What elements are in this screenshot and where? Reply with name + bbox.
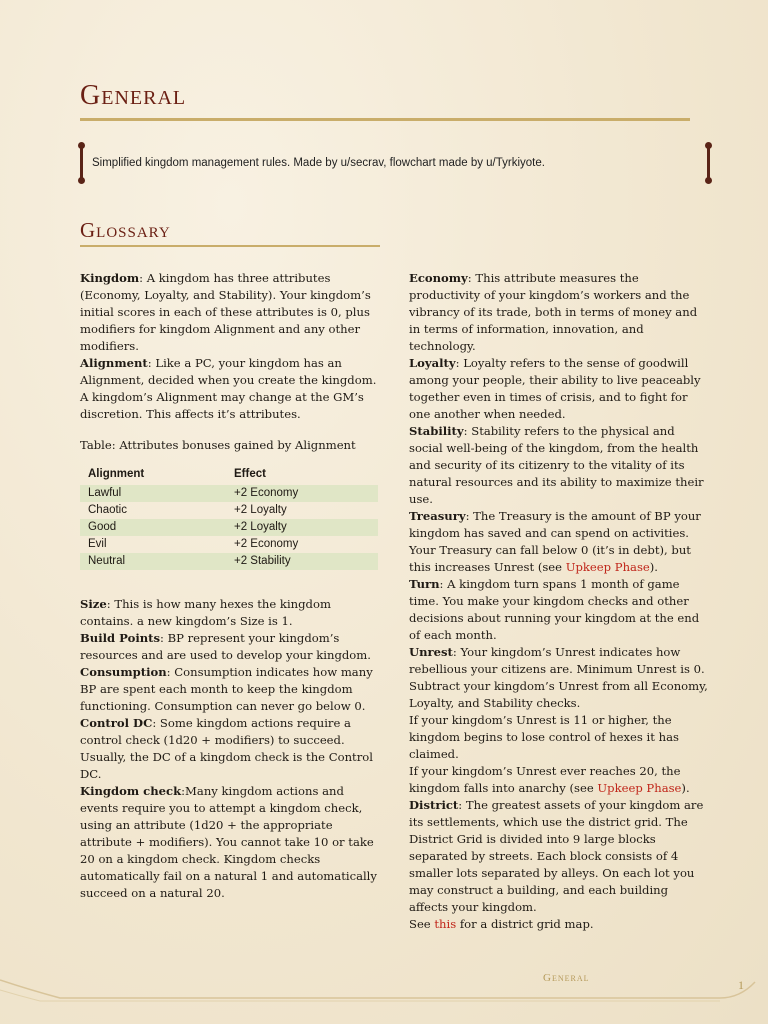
term-text: for a district grid map. [456,917,594,931]
term-text: : Your kingdom’s Unrest indicates how rebellious your citizens are. Minimum Unrest is 0. Subtract your kingdom’s Unrest from all Economy, Loyalty, and Stability checks. [409,645,708,710]
term-text: : BP represent your kingdom’s resources and are used to develop your kingdom. [80,631,371,662]
table-cell: +2 Loyalty [234,504,287,516]
table-row [80,519,378,536]
entry-district-map [409,916,709,933]
table-cell: +2 Economy [234,538,299,550]
section-title-glossary: Glossary [80,218,171,242]
page-number: 1 [738,978,744,992]
term-text: If your kingdom’s Unrest ever reaches 20, the kingdom falls into anarchy (see [409,764,681,795]
table-header: Alignment [88,468,145,480]
term-text: : This attribute measures the productivity of your kingdom’s workers and the vibrancy of its trade, both in terms of money and in terms of information, innovation, and technology. [409,271,698,353]
term-text: : Loyalty refers to the sense of goodwill among your people, their ability to live peaceably together even in times of crisis, and to fight for one another when needed. [409,356,701,421]
table-cell: Good [80,519,226,536]
entry-unrest-loss: If your kingdom’s Unrest is 11 or higher, the kingdom begins to lose control of hexes it has claimed. [409,713,679,761]
footer-section-label: General [543,972,590,984]
term-label: Unrest [409,645,453,659]
entry-turn [409,576,709,644]
note-text: Simplified kingdom management rules. Made by u/secrav, flowchart made by u/Tyrkiyote. [92,157,545,169]
table-row [80,485,378,502]
entry-treasury [409,508,709,576]
term-label: District [409,798,459,812]
entry-district [409,797,709,916]
term-label: Build Points [80,631,161,645]
term-label: Alignment [80,356,148,370]
table-row [80,502,378,519]
entry-consumption [80,664,378,715]
term-label: Control DC [80,716,153,730]
term-label: Stability [409,424,464,438]
term-text: : The greatest assets of your kingdom are its settlements, which use the district grid. The District Grid is divided into 9 large blocks separated by streets. Each block consists of 4 smaller lots separated by alleys. On each lot you may construct a building, and each building affects your kingdom. [409,798,704,914]
term-text: ). [681,781,690,795]
table-caption: Table: Attributes bonuses gained by Alignment [80,438,356,452]
term-text: See [409,917,435,931]
term-text: ). [649,560,658,574]
alignment-table [80,464,378,570]
table-cell: +2 Stability [226,553,378,570]
term-text: :Many kingdom actions and events require you to attempt a kingdom check, using an attribute (1d20 + the appropriate attribute + modifiers). You cannot take 10 or take 20 on a kingdom check. Kingdom checks automatically fail on a natural 1 and automatically succeed on a natural 20. [80,784,377,900]
district-map-link[interactable]: this [434,917,457,931]
term-label: Size [80,597,107,611]
term-text: : A kingdom turn spans 1 month of game time. You make your kingdom checks and other decisions about running your kingdom at the end of each month. [409,577,700,642]
table-cell: +2 Economy [226,485,378,502]
table-cell: Lawful [80,485,226,502]
note-left-bracket [80,145,83,181]
credits-note [80,145,710,181]
entry-kingdom [80,270,378,355]
table-cell: Neutral [80,553,226,570]
term-text: : This is how many hexes the kingdom contains. a new kingdom’s Size is 1. [80,597,331,628]
entry-economy [409,270,709,355]
entry-control-dc [80,715,378,783]
page-title: General [80,80,187,111]
term-text: : Stability refers to the physical and social well-being of the kingdom, from the health and security of its citizenry to the vitality of its natural resources and its ability to maximize their use. [409,424,704,506]
entry-loyalty [409,355,709,423]
term-label: Treasury [409,509,466,523]
term-label: Turn [409,577,440,591]
note-right-bracket [707,145,710,181]
title-divider [80,118,690,121]
table-header: Effect [234,468,266,480]
table-cell: Evil [88,538,107,550]
term-label: Kingdom check [80,784,182,798]
table-row [80,536,378,553]
term-text: : The Treasury is the amount of BP your kingdom has saved and can spend on activities. Your Treasury can fall below 0 (it’s in debt), but this increases Unrest (see [409,509,701,574]
entry-kingdom-check [80,783,378,902]
term-text: : Consumption indicates how many BP are spent each month to keep the kingdom functioning. Consumption can never go below 0. [80,665,373,713]
term-text: : Some kingdom actions require a control check (1d20 + modifiers) to succeed. Usually, the DC of a kingdom check is the Control DC. [80,716,373,781]
entry-unrest-anarchy [409,763,709,797]
entry-alignment [80,355,378,423]
term-label: Kingdom [80,271,140,285]
table-cell: +2 Loyalty [226,519,378,536]
entry-unrest [409,644,709,712]
footer-ornament [0,968,768,1008]
upkeep-phase-link[interactable]: Upkeep Phase [597,781,682,795]
term-text: : A kingdom has three attributes (Economy, Loyalty, and Stability). Your kingdom’s initial scores in each of these attributes is 0, plus modifiers for kingdom Alignment and any other modifiers. [80,271,371,353]
term-label: Economy [409,271,468,285]
table-row [80,553,378,570]
section-divider [80,245,380,247]
entry-size [80,596,378,630]
upkeep-phase-link[interactable]: Upkeep Phase [565,560,650,574]
left-column [80,270,378,902]
term-text: : Like a PC, your kingdom has an Alignment, decided when you create the kingdom. A kingdom’s Alignment may change at the GM’s discretion. This affects it’s attributes. [80,356,377,421]
table-cell: Chaotic [88,504,127,516]
right-column [409,270,709,933]
term-label: Loyalty [409,356,456,370]
entry-build-points [80,630,378,664]
term-label: Consumption [80,665,167,679]
entry-stability [409,423,709,508]
